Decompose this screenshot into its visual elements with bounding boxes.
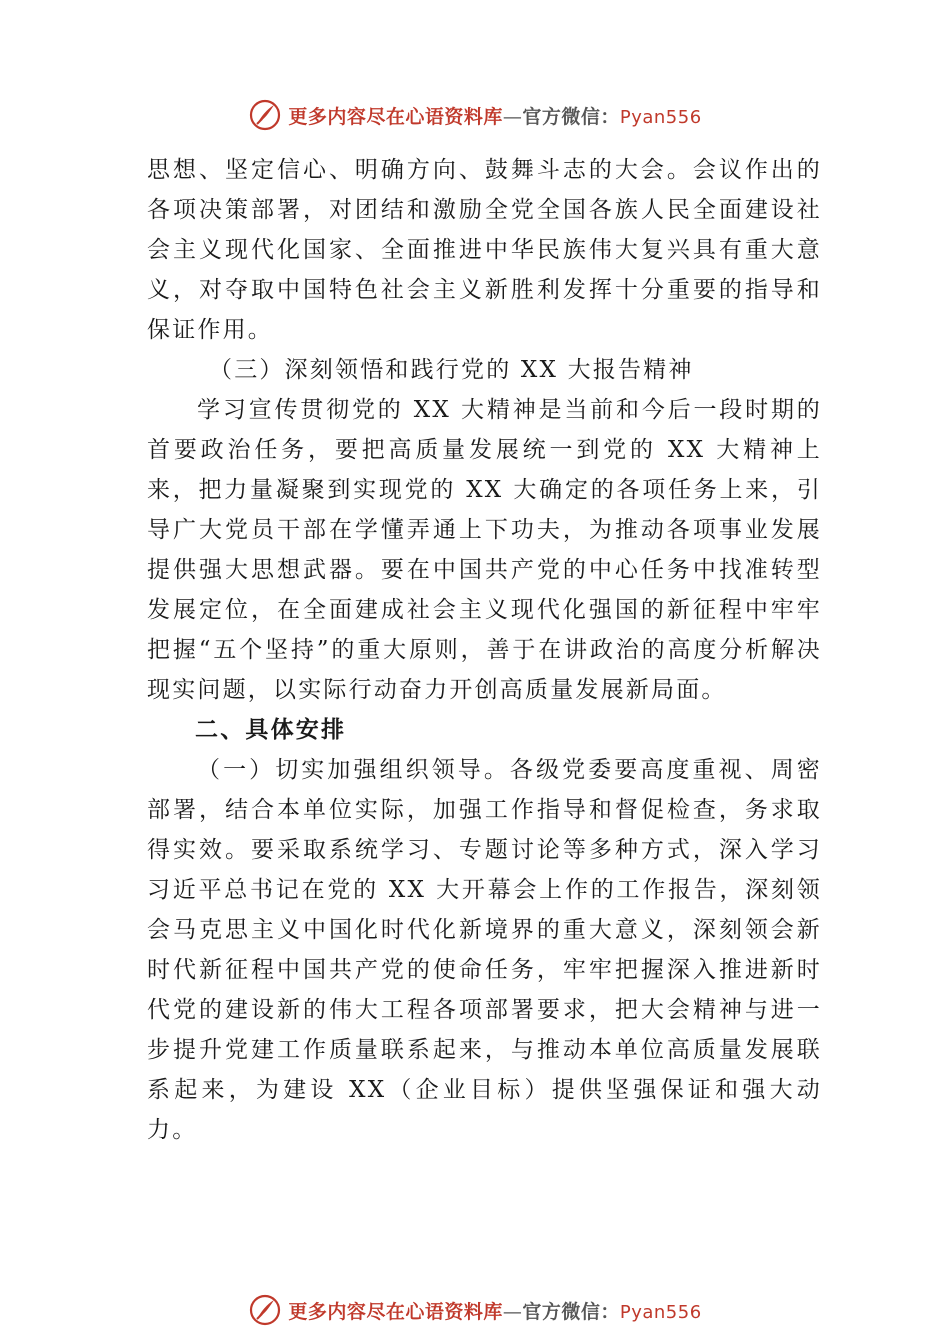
watermark-label: 官方微信： (522, 1300, 620, 1323)
paragraph-arrangement-1: （一）切实加强组织领导。各级党委要高度重视、周密部署，结合本单位实际，加强工作指导和督促检查，务求取得实效。要采取系统学习、专题讨论等多种方式，深入学习习近平总书记在党的 XX 大开幕会上作的工作报告，深刻领会马克思主义中国化时代化新境界的重大意义，深刻领会新时代新征程中国共产党的使命任务，牢牢把握深入推进新时代党的建设新的伟大工程各项部署要求，把大会精神与进一步提升党建工作质量联系起来，与推动本单位高质量发展联系起来，为建设 XX（企业目标）提供坚强保证和强大动力。 (147, 757, 822, 1143)
quill-logo-icon (248, 98, 282, 132)
watermark-wechat-id: Pyan556 (619, 1301, 702, 1323)
footer-watermark (0, 1290, 950, 1330)
watermark-dash: — (502, 105, 523, 128)
header-watermark (0, 95, 950, 135)
watermark-label: 官方微信： (522, 105, 620, 128)
watermark-brand: 更多内容尽在心语资料库 (288, 105, 503, 128)
heading-specific-arrangements: 二、具体安排 (195, 717, 347, 743)
watermark-wechat-id: Pyan556 (619, 106, 702, 128)
paragraph-section-3: 学习宣传贯彻党的 XX 大精神是当前和今后一段时期的首要政治任务，要把高质量发展统一到党的 XX 大精神上来，把力量凝聚到实现党的 XX 大确定的各项任务上来，引导广大党员干部在学懂弄通上下功夫，为推动各项事业发展提供强大思想武器。要在中国共产党的中心任务中找准转型发展定位，在全面建成社会主义现代化强国的新征程中牢牢把握“五个坚持”的重大原则，善于在讲政治的高度分析解决现实问题，以实际行动奋力开创高质量发展新局面。 (147, 397, 822, 703)
subheading-section-3: （三）深刻领悟和践行党的 XX 大报告精神 (209, 357, 694, 383)
quill-logo-icon (248, 1293, 282, 1327)
document-body (147, 150, 822, 1150)
paragraph-continued: 思想、坚定信心、明确方向、鼓舞斗志的大会。会议作出的各项决策部署，对团结和激励全党全国各族人民全面建设社会主义现代化国家、全面推进中华民族伟大复兴具有重大意义，对夺取中国特色社会主义新胜利发挥十分重要的指导和保证作用。 (147, 157, 822, 343)
watermark-dash: — (502, 1300, 523, 1323)
watermark-brand: 更多内容尽在心语资料库 (288, 1300, 503, 1323)
